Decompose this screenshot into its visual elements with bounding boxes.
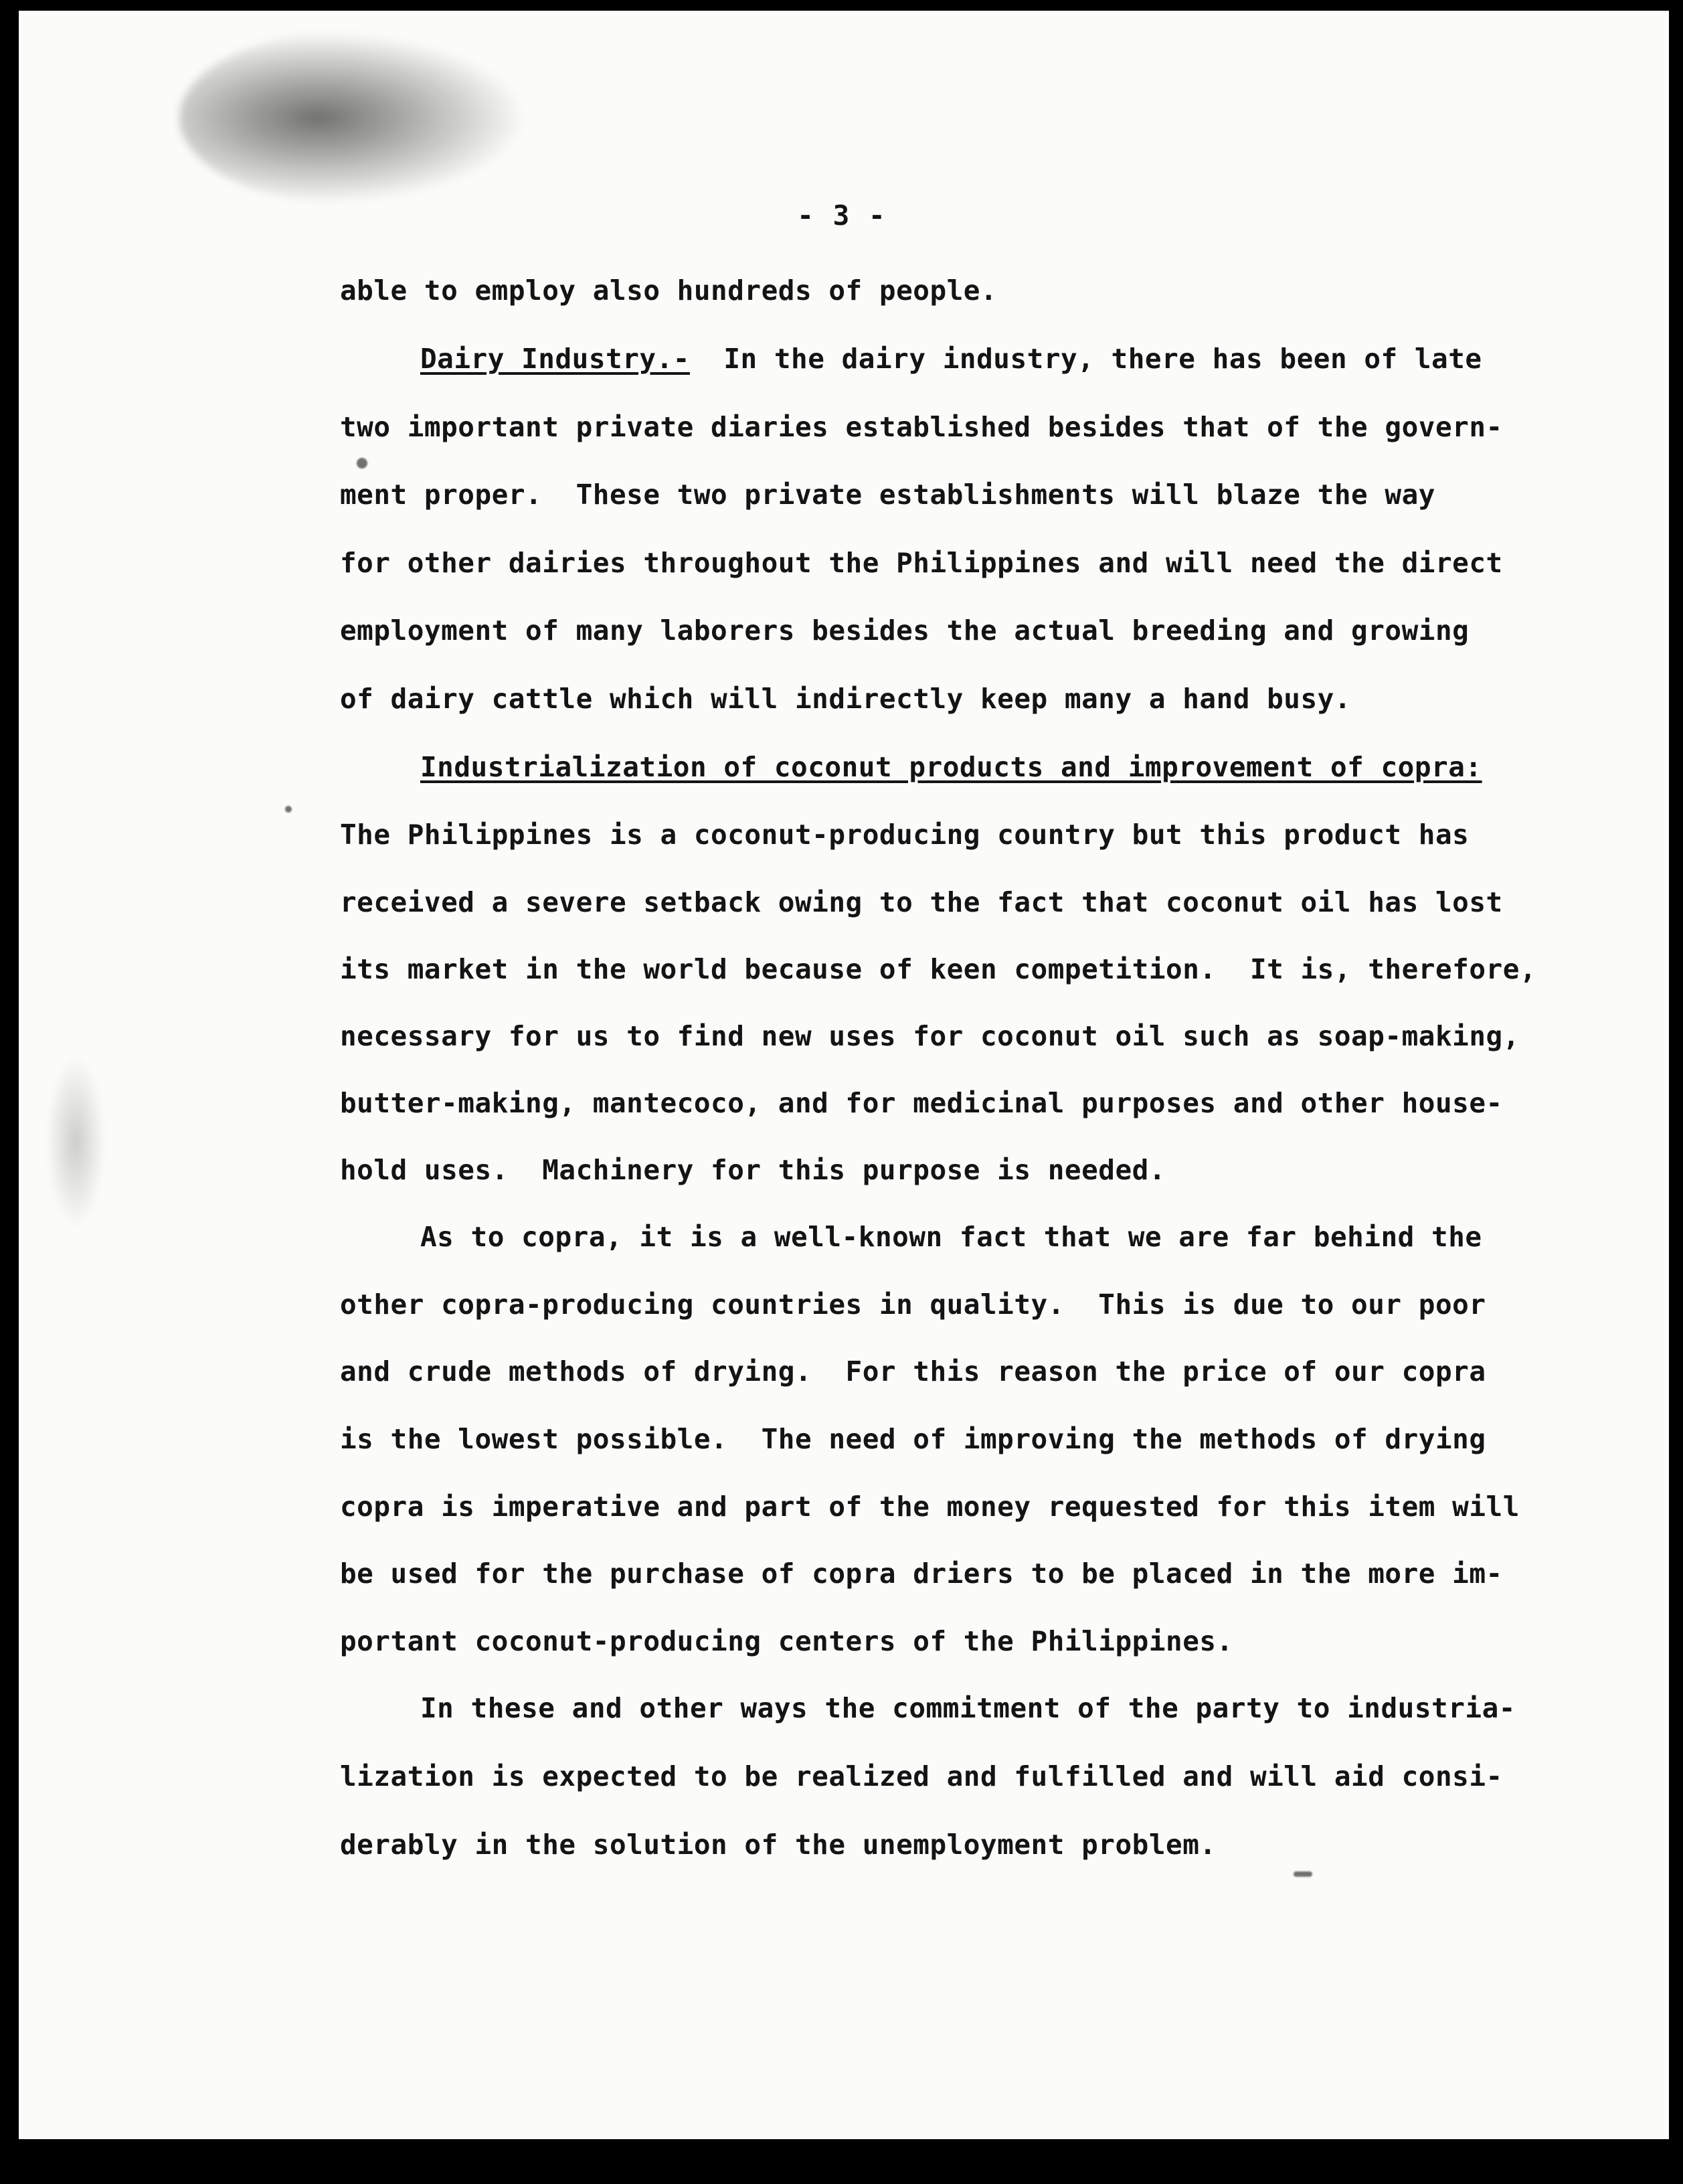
text-line: lization is expected to be realized and fulfilled and will aid consi- <box>340 1760 1503 1792</box>
text-line: its market in the world because of keen competition. It is, therefore, <box>340 953 1537 985</box>
typed-text <box>19 11 1669 2139</box>
text-line: As to copra, it is a well-known fact that we are far behind the <box>420 1221 1482 1253</box>
text-line: other copra-producing countries in quality. This is due to our poor <box>340 1288 1486 1321</box>
document-page <box>19 11 1669 2139</box>
dairy-paragraph-first-line <box>420 345 1482 373</box>
text-line: and crude methods of drying. For this reason the price of our copra <box>340 1355 1486 1388</box>
section-heading-dairy: Dairy Industry.- <box>420 343 690 375</box>
section-heading-coconut <box>420 751 1482 783</box>
text-line: received a severe setback owing to the fact that coconut oil has lost <box>340 886 1503 918</box>
text-line: of dairy cattle which will indirectly keep many a hand busy. <box>340 683 1352 715</box>
heading-text: Industrialization of coconut products and improvement of copra: <box>420 751 1482 783</box>
text-line: derably in the solution of the unemployment problem. <box>340 1829 1217 1861</box>
text-line: portant coconut-producing centers of the Philippines. <box>340 1625 1233 1657</box>
text-line: The Philippines is a coconut-producing country but this product has <box>340 819 1470 851</box>
text-line: employment of many laborers besides the actual breeding and growing <box>340 614 1470 647</box>
page-number: - 3 - <box>797 199 887 232</box>
text-line: is the lowest possible. The need of improving the methods of drying <box>340 1423 1486 1455</box>
text-line: ment proper. These two private establishments will blaze the way <box>340 479 1435 511</box>
text-line: copra is imperative and part of the money requested for this item will <box>340 1491 1520 1523</box>
text-line: able to employ also hundreds of people. <box>340 274 998 307</box>
text-line: two important private diaries established besides that of the govern- <box>340 411 1503 443</box>
text-line: In these and other ways the commitment of the party to industria- <box>420 1692 1516 1724</box>
text-line: butter-making, mantecoco, and for medicinal purposes and other house- <box>340 1087 1503 1119</box>
text-line: necessary for us to find new uses for coconut oil such as soap-making, <box>340 1020 1520 1052</box>
text-fragment: In the dairy industry, there has been of late <box>689 343 1482 375</box>
text-line: hold uses. Machinery for this purpose is needed. <box>340 1154 1166 1186</box>
text-line: for other dairies throughout the Philippines and will need the direct <box>340 547 1503 579</box>
text-line: be used for the purchase of copra driers to be placed in the more im- <box>340 1558 1503 1590</box>
